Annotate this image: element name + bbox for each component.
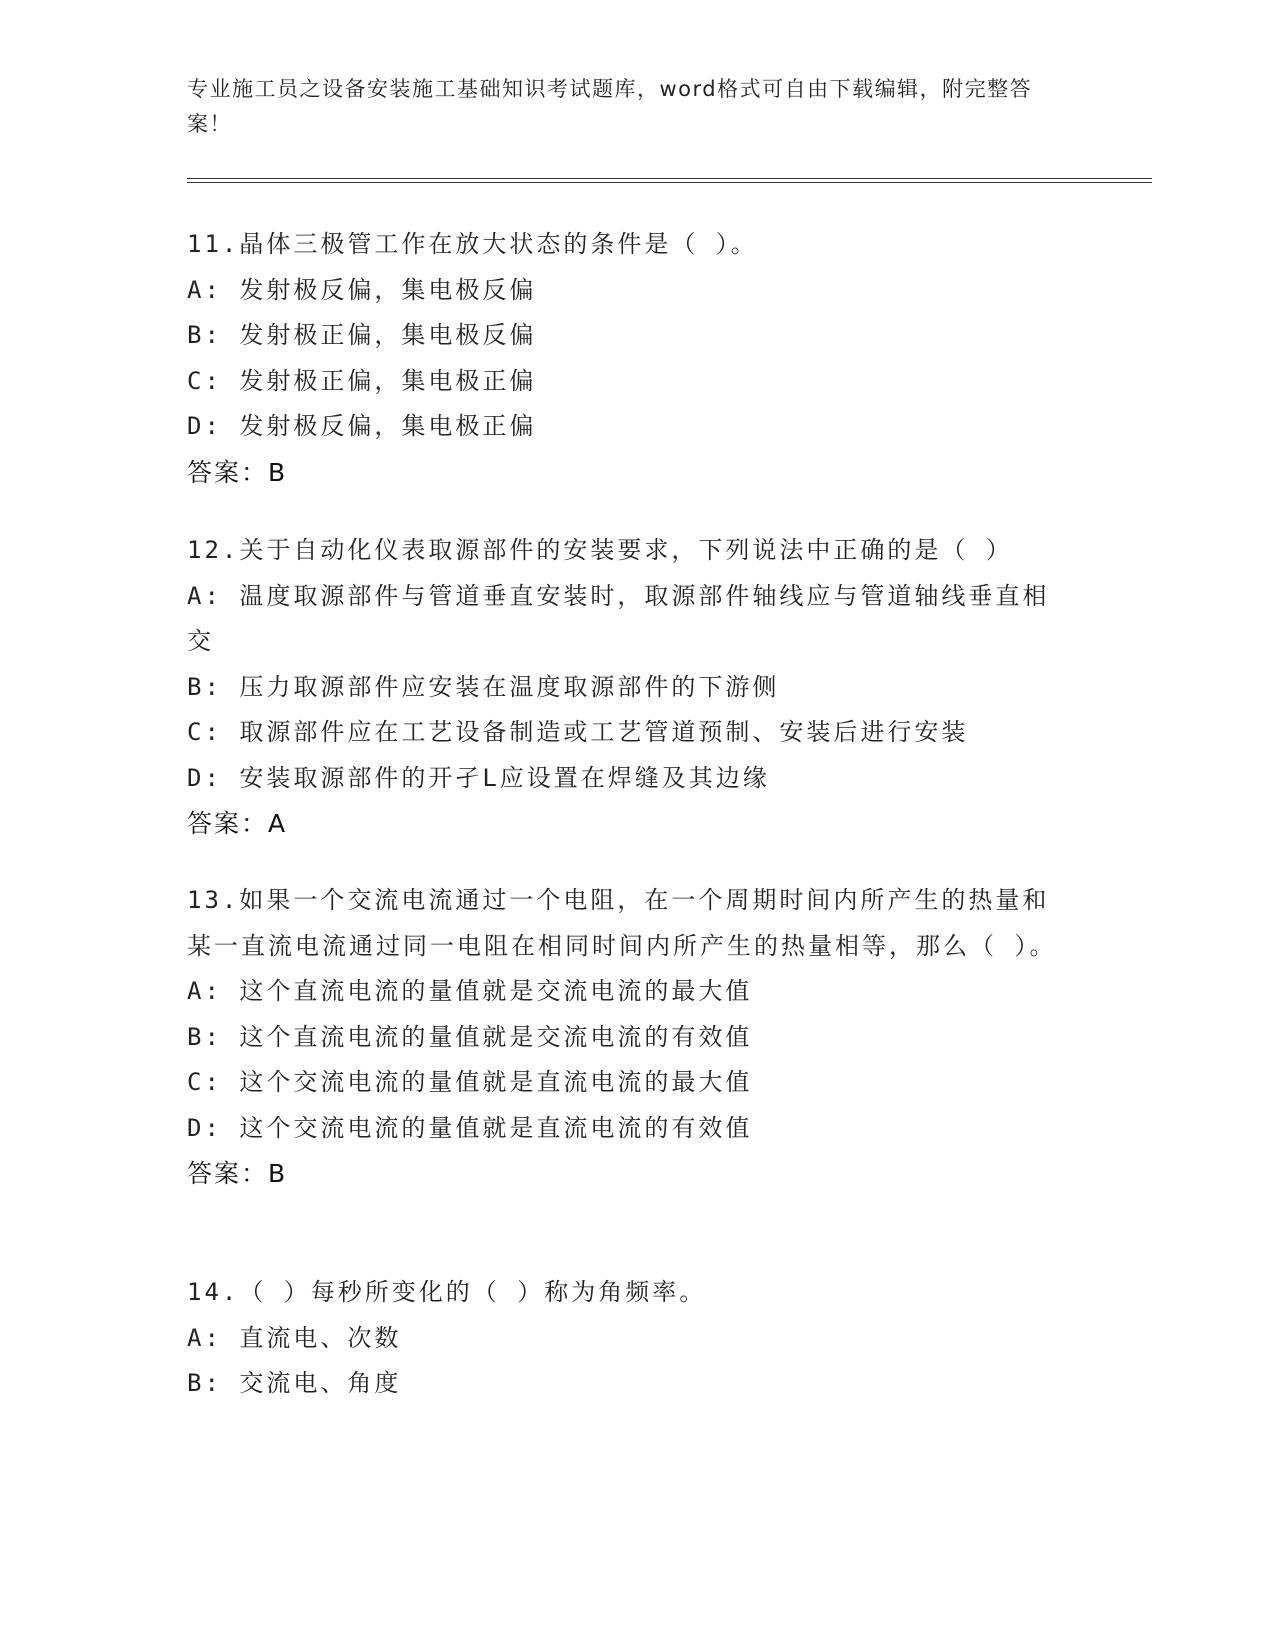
option-b: B: 压力取源部件应安装在温度取源部件的下游侧 (187, 672, 780, 701)
option-b: B: 交流电、角度 (187, 1369, 402, 1397)
question-stem: 14.（ ）每秒所变化的（ ）称为角频率。 (187, 1278, 707, 1306)
question-stem: 13.如果一个交流电流通过一个电阻，在一个周期时间内所产生的热量和某一直流电流通过同一电阻在相同时间内所产生的热量相等，那么（ ）。 (187, 886, 1057, 960)
option-c: C: 取源部件应在工艺设备制造或工艺管道预制、安装后进行安装 (187, 718, 969, 746)
option-c: C: 这个交流电流的量值就是直流电流的最大值 (187, 1068, 753, 1096)
option-d: D: 这个交流电流的量值就是直流电流的有效值 (187, 1113, 753, 1142)
question-13 (187, 878, 1067, 1197)
option-a: A: 发射极反偏，集电极反偏 (187, 275, 537, 304)
question-stem: 12.关于自动化仪表取源部件的安装要求，下列说法中正确的是（ ） (187, 536, 1013, 564)
option-d: D: 发射极反偏，集电极正偏 (187, 412, 537, 440)
option-a: A: 直流电、次数 (187, 1323, 402, 1352)
document-page (187, 0, 1152, 1650)
question-14 (187, 1270, 1067, 1407)
question-11 (187, 222, 1067, 495)
header-divider (187, 178, 1152, 183)
option-a: A: 温度取源部件与管道垂直安装时，取源部件轴线应与管道轴线垂直相交 (187, 581, 1050, 655)
option-a: A: 这个直流电流的量值就是交流电流的最大值 (187, 977, 753, 1005)
option-b: B: 这个直流电流的量值就是交流电流的有效值 (187, 1022, 753, 1051)
option-d: D: 安装取源部件的开孑L应设置在焊缝及其边缘 (187, 763, 770, 792)
option-b: B: 发射极正偏，集电极反偏 (187, 321, 537, 349)
option-c: C: 发射极正偏，集电极正偏 (187, 366, 537, 395)
question-stem: 11.晶体三极管工作在放大状态的条件是（ ）。 (187, 230, 758, 258)
answer: 答案：A (187, 809, 288, 838)
question-12 (187, 528, 1067, 847)
answer: 答案：B (187, 457, 288, 487)
document-header: 专业施工员之设备安装施工基础知识考试题库，word格式可自由下载编辑，附完整答案！ (187, 77, 1033, 136)
answer: 答案：B (187, 1159, 288, 1188)
